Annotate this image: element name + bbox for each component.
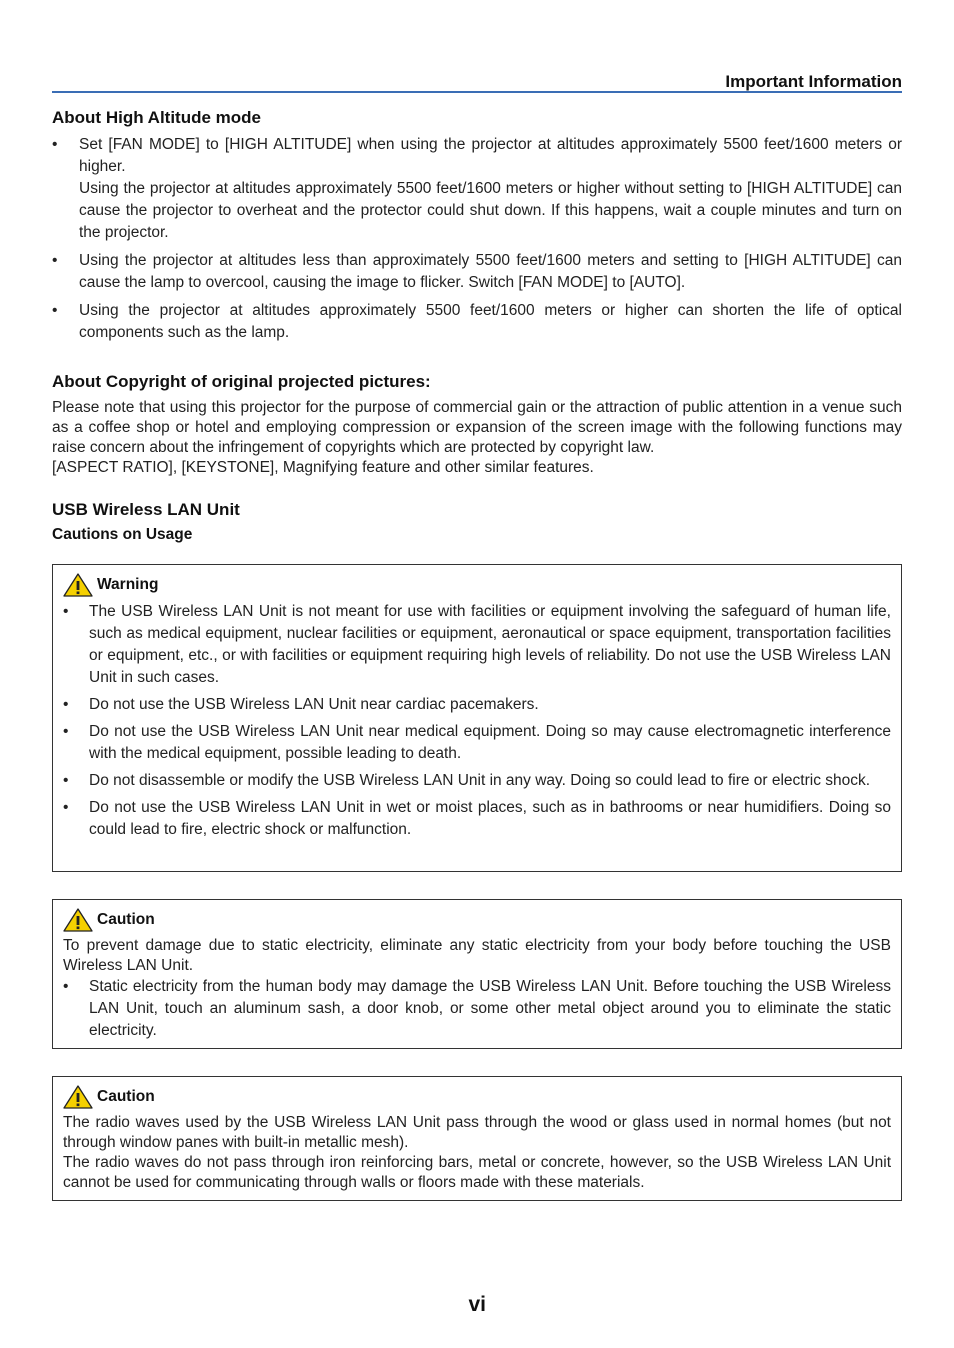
paragraph: The radio waves do not pass through iron reinforcing bars, metal or concrete, however, so the USB Wireless LAN Unit cannot be used for communicating through walls or floors made with these materials. — [63, 1154, 891, 1191]
list-item-text: Do not use the USB Wireless LAN Unit in wet or moist places, such as in bathrooms or near humidifiers. Doing so could lead to fire, electric shock or malfunction. — [89, 799, 891, 838]
bullet-dot: • — [63, 603, 69, 620]
caution-list — [63, 976, 891, 1042]
warning-box-header — [63, 573, 891, 597]
list-item-text: Using the projector at altitudes approximately 5500 feet/1600 meters or higher without setting to [HIGH ALTITUDE] can cause the projector to overheat and the protector could shut down. If this happens, wait a couple minutes and turn on the projector. — [79, 180, 902, 241]
bullet-dot: • — [52, 136, 58, 153]
paragraph: [ASPECT RATIO], [KEYSTONE], Magnifying feature and other similar features. — [52, 459, 594, 476]
paragraph: The radio waves used by the USB Wireless LAN Unit pass through the wood or glass used in normal homes (but not through window panes with built-in metallic mesh). — [63, 1114, 891, 1151]
list-item-text: Using the projector at altitudes approximately 5500 feet/1600 meters or higher can shorten the life of optical components such as the lamp. — [79, 302, 902, 341]
caution-box-header — [63, 1085, 891, 1109]
bullet-dot: • — [63, 772, 69, 789]
list-item — [63, 770, 891, 792]
paragraph: Please note that using this projector for the purpose of commercial gain or the attraction of public attention in a venue such as a coffee shop or hotel and employing compression or expansion of the screen image with the following functions may raise concern about the infringement of copyrights which are protected by copyright law. — [52, 399, 902, 456]
list-item — [63, 976, 891, 1042]
bullet-dot: • — [63, 799, 69, 816]
caution-box-radio — [52, 1076, 902, 1201]
list-item-text: Do not use the USB Wireless LAN Unit near medical equipment. Doing so may cause electromagnetic interference with the medical equipment, possible leading to death. — [89, 723, 891, 762]
caution-box-header — [63, 908, 891, 932]
header-rule — [52, 91, 902, 93]
list-item — [52, 300, 902, 344]
page-number: vi — [468, 1293, 486, 1316]
list-item-text: Do not use the USB Wireless LAN Unit near cardiac pacemakers. — [89, 696, 539, 713]
bullet-dot: • — [63, 723, 69, 740]
warning-triangle-icon — [63, 1085, 93, 1109]
warning-triangle-icon — [63, 908, 93, 932]
header-title: Important Information — [725, 72, 902, 91]
section-heading-copyright: About Copyright of original projected pictures: — [52, 372, 431, 391]
list-item — [63, 797, 891, 841]
warning-list — [63, 601, 891, 841]
list-item-text: Do not disassemble or modify the USB Wireless LAN Unit in any way. Doing so could lead to fire or electric shock. — [89, 772, 871, 789]
bullet-dot: • — [52, 302, 58, 319]
warning-box-title: Warning — [97, 576, 159, 593]
list-item-text: Using the projector at altitudes less than approximately 5500 feet/1600 meters and setting to [HIGH ALTITUDE] can cause the lamp to overcool, causing the image to flicker. Switch [FAN MODE] to [AUTO]. — [79, 252, 902, 291]
bullet-dot: • — [52, 252, 58, 269]
caution-box-title: Caution — [97, 911, 155, 928]
caution-box-title: Caution — [97, 1088, 155, 1105]
section-heading-usb: USB Wireless LAN Unit — [52, 500, 240, 519]
list-item — [52, 250, 902, 294]
list-item — [63, 601, 891, 689]
list-item-text: The USB Wireless LAN Unit is not meant for use with facilities or equipment involving the safeguard of human life, such as medical equipment, nuclear facilities or equipment, aeronautical or space equipment, transportation facilities or equipment, etc., or with facilities or equipment requiring high levels of reliability. Do not use the USB Wireless LAN Unit in such cases. — [89, 603, 891, 686]
section-heading-high-altitude: About High Altitude mode — [52, 108, 262, 127]
caution-intro: To prevent damage due to static electricity, eliminate any static electricity from your body before touching the USB Wireless LAN Unit. — [63, 937, 891, 974]
copyright-text — [52, 398, 902, 478]
high-altitude-list — [52, 134, 902, 344]
warning-box — [52, 564, 902, 872]
list-item — [52, 134, 902, 244]
list-item-text: Set [FAN MODE] to [HIGH ALTITUDE] when using the projector at altitudes approximately 5500 feet/1600 meters or higher. — [79, 136, 902, 175]
bullet-dot: • — [63, 978, 69, 995]
list-item — [63, 721, 891, 765]
caution-box-static — [52, 899, 902, 1049]
bullet-dot: • — [63, 696, 69, 713]
subheading-cautions: Cautions on Usage — [52, 526, 193, 543]
list-item-text: Static electricity from the human body may damage the USB Wireless LAN Unit. Before touching the USB Wireless LAN Unit, touch an aluminum sash, a door knob, or some other metal object around you to eliminate the static electricity. — [89, 978, 891, 1039]
warning-triangle-icon — [63, 573, 93, 597]
list-item — [63, 694, 891, 716]
